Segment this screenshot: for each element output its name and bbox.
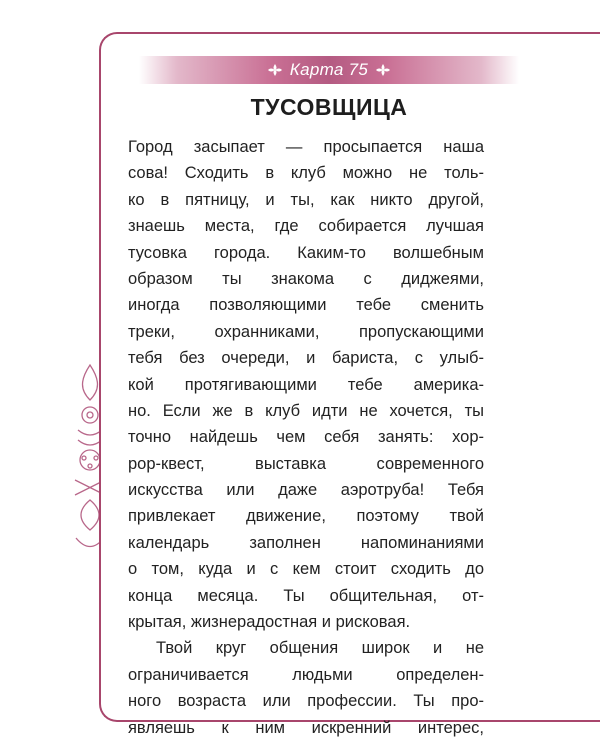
- body-line: образом ты знакома с диджеями,: [128, 269, 484, 288]
- body-line: Город засыпает — просыпается наша: [128, 138, 484, 156]
- body-line: точно найдешь чем себя занять: хор-: [128, 428, 484, 447]
- card-panel: [99, 32, 600, 737]
- body-line: но. Если же в клуб идти не хочется, ты: [128, 401, 484, 420]
- body-line: являешь к ним искренний интерес,: [128, 718, 484, 737]
- body-line: Твой круг общения широк и не: [156, 639, 484, 658]
- body-line: тусовка города. Каким-то волшебным: [128, 243, 484, 262]
- body-line: искусства или даже аэротруба! Тебя: [128, 481, 484, 500]
- body-line: кой протягивающими тебе америка-: [128, 375, 484, 394]
- body-line: знаешь места, где собирается лучшая: [128, 217, 484, 236]
- card-number-label: Карта 75: [289, 60, 369, 79]
- body-line: треки, охранниками, пропускающими: [128, 322, 484, 341]
- card-title: ТУСОВЩИЦА: [250, 94, 408, 120]
- body-line: рор-квест, выставка современного: [128, 454, 484, 473]
- body-line: тебя без очереди, и бариста, с улыб-: [128, 349, 484, 368]
- body-line: календарь заполнен напоминаниями: [128, 533, 484, 552]
- body-line: ного возраста или профессии. Ты про-: [128, 692, 484, 711]
- card-body-text: [128, 134, 484, 741]
- body-line: крытая, жизнерадостная и рисковая.: [128, 613, 411, 632]
- body-line: иногда позволяющими тебе сменить: [128, 296, 484, 315]
- body-line: ограничивается людьми определен-: [128, 665, 484, 684]
- fleur-left-icon: [266, 63, 284, 77]
- body-line: о том, куда и с кем стоит сходить до: [128, 560, 484, 579]
- card-number-banner: [139, 56, 519, 84]
- fleur-right-icon: [374, 63, 392, 77]
- body-line: сова! Сходить в клуб можно не толь-: [128, 164, 484, 183]
- body-line: ко в пятницу, и ты, как никто другой,: [128, 190, 484, 209]
- body-line: привлекает движение, поэтому твой: [128, 507, 484, 526]
- body-line: конца месяца. Ты общительная, от-: [128, 586, 484, 605]
